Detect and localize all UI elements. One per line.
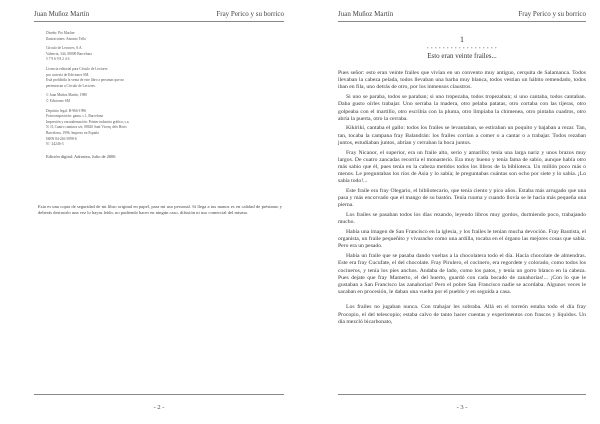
paragraph: Fray Nicanor, el superior, era un fraile alto, serio y amarillo; tenía una larga nariz y unos brazos muy largos. De cuatro zancadas recorría el monasterio. Era muy bueno y tenía fama de sabio, aunque había otro más sabio que él, pues tenía en la cabeza metidos todos los libros de la biblioteca. Un millón poco más o menos. Le preguntabas los ríos de Asia y lo sabía; le preguntabas cuántas son ocho por siete y lo sabía. ¡Lo sabía todo!...: [338, 149, 586, 185]
left-page-footer: [34, 394, 284, 411]
credit-line: Círculo de Lectores, S.A.: [46, 46, 83, 51]
left-page-header: [34, 9, 284, 22]
credit-line: N. II, Cuatro caminos s/n, 08620 Sant Vicenç dels Horts: [46, 125, 127, 130]
credit-line: pertenezcan a Círculo de Lectores.: [46, 83, 96, 88]
chapter-ornament: * * * * * * * * * * * * * * * * * *: [426, 46, 498, 51]
right-page: [300, 0, 600, 424]
credit-line: Barcelona, 1996. Impreso en España: [46, 130, 99, 135]
credit-line: Ilustraciones: Antonio Tello: [46, 36, 87, 41]
credit-line: Impresión y encuadernación: Printer industria gráfica, s.a.: [46, 119, 130, 124]
digital-edition-note: Edición digital: Adrastea, Julio de 2006: [46, 153, 116, 159]
right-page-footer: [338, 394, 586, 411]
paragraph: Los frailes se pasaban todos los días rezando, leyendo libros muy gordos, durmiendo poco, trabajando mucho.: [338, 212, 586, 226]
header-author: Juan Muñoz Martín: [34, 10, 90, 18]
credit-line: ISBN 84-226-5998-6: [46, 136, 77, 141]
header-author: Juan Muñoz Martín: [338, 10, 394, 18]
paragraph: Pues señor: esto eran veinte frailes que vivían en un convento muy antiguo, cerquita de Salamanca. Todos llevaban la cabeza pelada, todos llevaban una barba muy blanca, todos vestían un hábito remendado, todos iban en fila, uno detrás de otro, por los inmensos claustros.: [338, 70, 586, 91]
credit-line: Fotocomposición: gama, s.l., Barcelona: [46, 114, 103, 119]
credit-line: N.º 24246-3: [46, 142, 64, 147]
page-number: - 2 -: [153, 404, 165, 411]
paragraph: Este fraile era fray Olegario, el bibliotecario, que tenía ciento y pico años. Estaba más arrugado que una pasa y más encorvado que el mango de su bastón. Tenía ruuma y cuando llovía se le hacía más pequeña una pierna.: [338, 188, 586, 209]
credit-line: © Ediciones SM: [46, 98, 70, 103]
chapter-title: Esto eran veinte frailes...: [427, 52, 497, 60]
credit-line: Está prohibida la venta de este libro a personas que no: [46, 78, 125, 83]
paragraph: Había un fraile que se pasaba dando vueltas a la chocolatera todo el día. Hacía chocolate de almendras. Este era fray Cucufate, el del chocolate. Fray Pirulero, el cocinero, era regordete y colorado, como todos los cocineros, y tenía los pies anchos. Andaba de lado, como los patos, y tenía un gorro blanco en la cabeza. Pues dejate que fray Mamerto, el del huerto, guardó con cada bocado de zanahorias!... ¡Con lo que le gustaban a San Francisco las zanahorias! Pero el pobre San Francisco nadie se acordaba. Algunos veces le sacaban en procesión, le daban una vuelta por el pueblo y en seguida a casa.: [338, 253, 586, 296]
credit-line: 5 7 9 6 9 8 2 4 6: [46, 57, 70, 62]
right-page-header: [338, 9, 586, 22]
credit-line: por cortesía de Ediciones SM.: [46, 72, 90, 77]
paragraph: Había una imagen de San Francisco en la iglesia, y los frailes le tenían mucha devoción. Fray Bautista, el organista, un fraile pequeñito y vivaracho como una ardilla, tocaba en el órgano las mejores cosas que sabía. Pero era un pesado.: [338, 229, 586, 250]
paragraph: Kikirikí, cantaba el gallo: todos los frailes se levantaban, se estiraban un poquito y bajaban a rezar. Tan, tan, tocaba la campana fray Balandrán: los frailes corrían a comer o a cantar o a trabajar. Todos rezaban juntos, estudiaban juntos, abrían y cerraban la boca juntos.: [338, 125, 586, 146]
copy-notice: Esta es una copia de seguridad de mi libro original en papel, para mi uso personal. Si llega a tus manos es en calidad de préstamo y deberás destruirlo una vez lo hayas leído, no pudiendo hacer en ningún caso, difusión ni uso comercial del mismo.: [38, 204, 282, 215]
credit-line: Diseño: Pio Macher: [46, 31, 75, 35]
paragraph: Si uno se paraba, todos se paraban; si uno tropezaba, todos tropezaban; si uno cantaba, todos cantaban. Daba gusto oírles trabajar. Uno serraba la madera, otro pelaba patatas, otro cortaba con las tijeras, otro golpeaba con el martillo, otro escribía con la pluma, otro limpiaba la chimenea, otro pintaba cuadros, otro abría la puerta, otro la cerraba.: [338, 94, 586, 122]
credit-line: Depósito legal: B-966-1996: [46, 108, 87, 113]
credits-block: [46, 31, 256, 160]
page-number: - 3 -: [456, 404, 468, 411]
credit-line: © Juan Muñoz Martín, 1980: [46, 93, 87, 98]
header-title: Fray Perico y su borrico: [216, 10, 284, 18]
header-title: Fray Perico y su borrico: [518, 10, 586, 18]
paragraph: Los frailes no jugaban nunca. Con trabajar les sobraba. Allá en el torreón estaba todo el día fray Procopio, el del telescopio; estaba calvo de tanto hacer cuentas y experimentos con frascos y líquidos. Un día mezcló bicarbonato,: [338, 304, 586, 325]
chapter-body: [338, 70, 586, 329]
credit-line: Valencia, 344, 08009 Barcelona: [46, 51, 92, 56]
credit-line: Licencia editorial para Círculo de Lectores: [46, 66, 108, 71]
chapter-number: 1: [460, 35, 464, 44]
